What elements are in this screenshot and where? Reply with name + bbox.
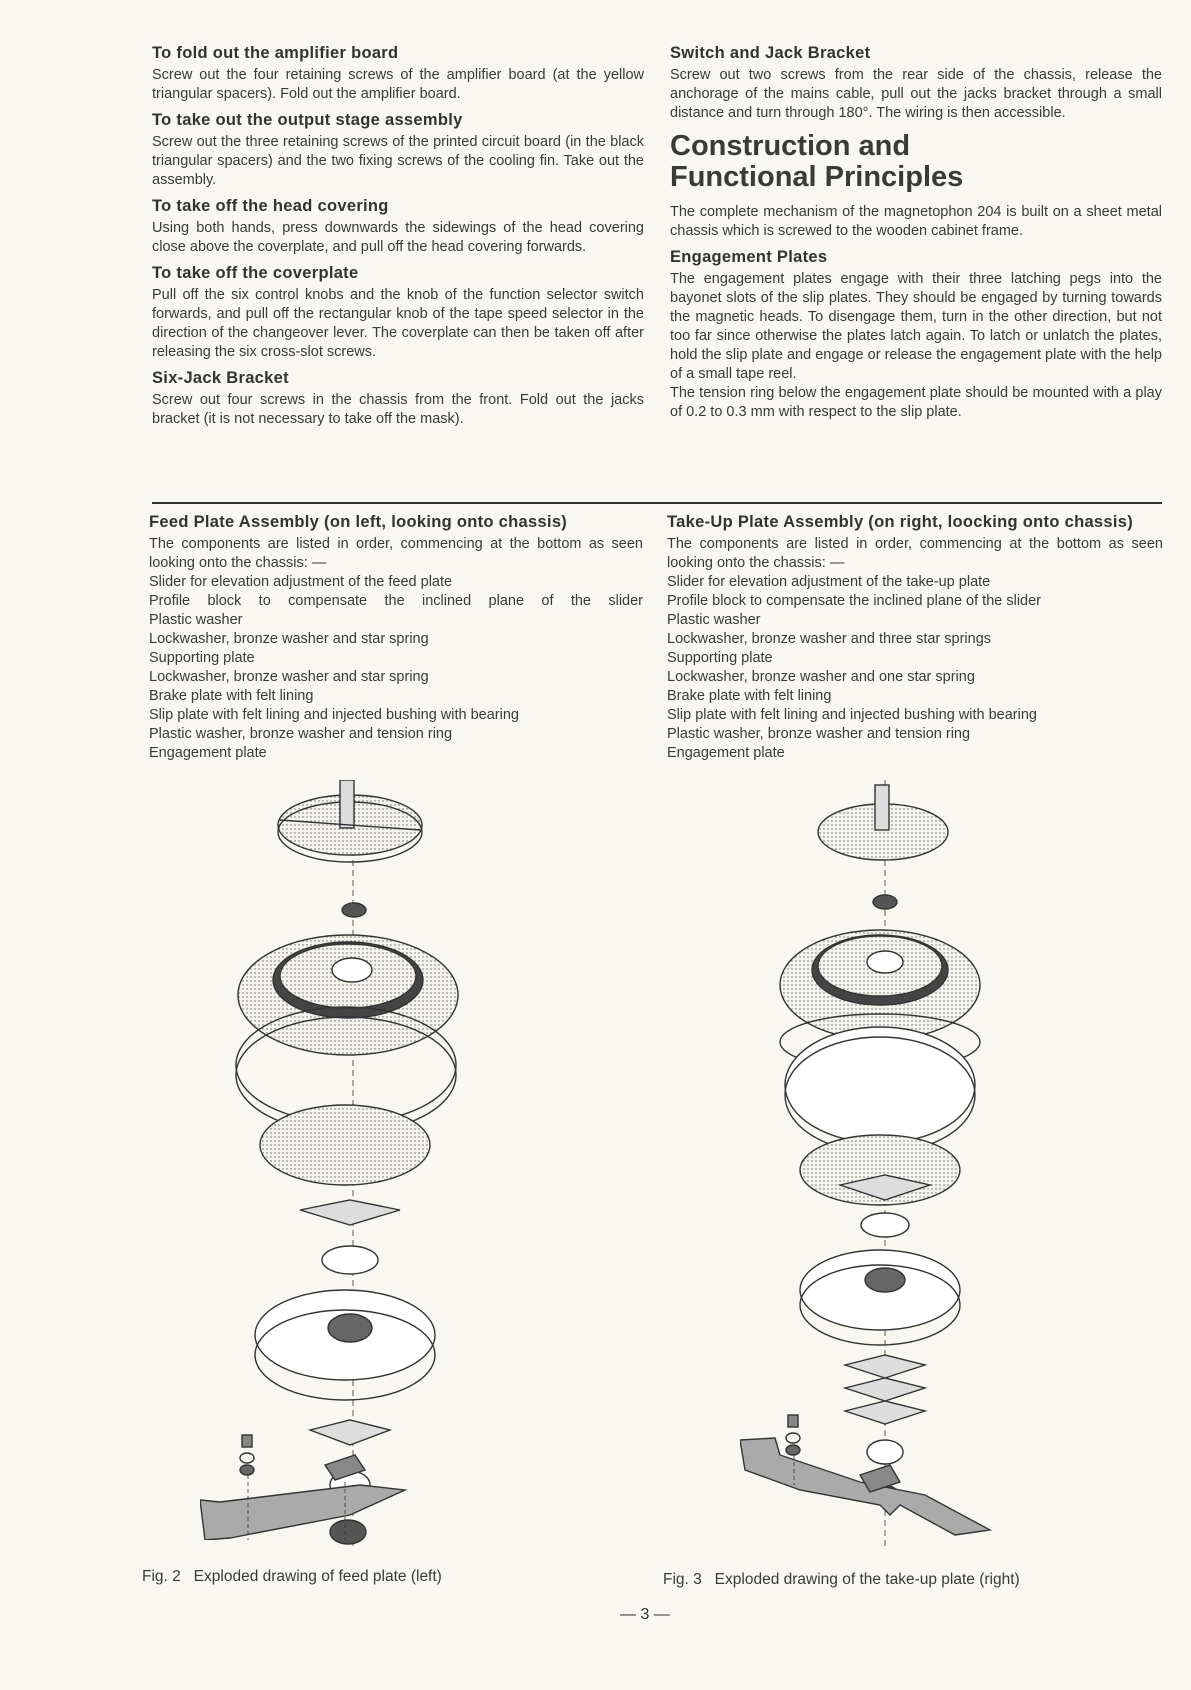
section-body-amplifier: Screw out the four retaining screws of the amplifier board (at the yellow triangular spacers). Fold out the amplifier board. xyxy=(152,67,644,102)
page-title-line2: Functional Principles xyxy=(670,161,964,193)
takeup-plate-section xyxy=(667,513,1163,763)
list-item: Plastic washer, bronze washer and tension ring xyxy=(667,726,971,742)
list-item: Lockwasher, bronze washer and star spring xyxy=(149,631,429,647)
page-number: — 3 — xyxy=(620,1606,670,1623)
list-item: Supporting plate xyxy=(149,650,255,666)
section-body-tension: The tension ring below the engagement plate should be mounted with a play of 0.2 to 0.3 mm with respect to the slip plate. xyxy=(670,385,1162,420)
section-body-head-covering: Using both hands, press downwards the sidewings of the head covering close above the coverplate, and pull off the head covering forwards. xyxy=(152,220,644,255)
list-item: Lockwasher, bronze washer and one star spring xyxy=(667,669,975,685)
list-item: Plastic washer, bronze washer and tension ring xyxy=(149,726,453,742)
section-body-engagement: The engagement plates engage with their three latching pegs into the bayonet slots of the slip plates. They should be engaged by turning towards the magnetic heads. To disengage them, turn in the other direction, but not too far since otherwise the plates latch again. To latch or unlatch the plates, hold the slip plate and engage or release the engagement plate with the help of a small tape reel. xyxy=(670,271,1162,382)
list-item: Slip plate with felt lining and injected bushing with bearing xyxy=(149,707,519,723)
section-heading-engagement: Engagement Plates xyxy=(670,248,828,266)
feed-plate-section xyxy=(149,513,643,763)
page-title xyxy=(670,131,1162,193)
list-item: Lockwasher, bronze washer and star spring xyxy=(149,669,429,685)
figure-caption-takeup: Fig. 3 Exploded drawing of the take-up plate (right) xyxy=(663,1571,1020,1588)
takeup-slider-drawing xyxy=(740,1410,1000,1545)
section-body-switch-jack: Screw out two screws from the rear side of the chassis, release the anchorage of the mains cable, pull out the jacks bracket through a small distance and turn through 180°. The wiring is then accessible. xyxy=(670,67,1162,121)
list-item: Lockwasher, bronze washer and three star springs xyxy=(667,631,992,647)
section-divider xyxy=(152,502,1162,504)
list-item: Brake plate with felt lining xyxy=(149,688,314,704)
takeup-plate-intro: The components are listed in order, commencing at the bottom as seen looking onto the chassis: — xyxy=(667,536,1163,571)
list-item: Slider for elevation adjustment of the feed plate xyxy=(149,574,453,590)
section-heading-coverplate: To take off the coverplate xyxy=(152,264,359,282)
feed-slider-drawing xyxy=(200,1430,420,1540)
section-heading-head-covering: To take off the head covering xyxy=(152,197,389,215)
figure-caption-feed: Fig. 2 Exploded drawing of feed plate (left) xyxy=(142,1568,442,1585)
section-body-coverplate: Pull off the six control knobs and the knob of the function selector switch forwards, and pull off the rectangular knob of the tape speed selector in the direction of the changeover lever. The coverplate can then be taken off after releasing the six cross-slot screws. xyxy=(152,287,644,360)
section-body-output-stage: Screw out the three retaining screws of the printed circuit board (in the black triangular spacers) and the two fixing screws of the cooling fin. Take out the assembly. xyxy=(152,134,644,188)
list-item: Engagement plate xyxy=(149,745,267,761)
section-heading-switch-jack: Switch and Jack Bracket xyxy=(670,44,871,62)
list-item: Profile block to compensate the inclined plane of the slider xyxy=(149,593,643,609)
page-title-line1: Construction and xyxy=(670,130,911,162)
section-body-six-jack: Screw out four screws in the chassis from the front. Fold out the jacks bracket (it is not necessary to take off the mask). xyxy=(152,392,644,427)
list-item: Plastic washer xyxy=(667,612,761,628)
left-top-column xyxy=(152,44,644,436)
list-item: Slip plate with felt lining and injected bushing with bearing xyxy=(667,707,1037,723)
right-top-column xyxy=(670,44,1162,429)
list-item: Engagement plate xyxy=(667,745,785,761)
section-heading-six-jack: Six-Jack Bracket xyxy=(152,369,289,387)
list-item: Brake plate with felt lining xyxy=(667,688,832,704)
takeup-plate-heading: Take-Up Plate Assembly (on right, loocking onto chassis) xyxy=(667,513,1134,531)
section-heading-output-stage: To take out the output stage assembly xyxy=(152,111,463,129)
list-item: Supporting plate xyxy=(667,650,773,666)
construction-intro: The complete mechanism of the magnetophon 204 is built on a sheet metal chassis which is screwed to the wooden cabinet frame. xyxy=(670,204,1162,239)
list-item: Profile block to compensate the inclined plane of the slider xyxy=(667,593,1041,609)
feed-plate-heading: Feed Plate Assembly (on left, looking onto chassis) xyxy=(149,513,568,531)
list-item: Slider for elevation adjustment of the take-up plate xyxy=(667,574,991,590)
list-item: Plastic washer xyxy=(149,612,243,628)
feed-plate-intro: The components are listed in order, commencing at the bottom as seen looking onto the chassis: — xyxy=(149,536,643,571)
section-heading-amplifier: To fold out the amplifier board xyxy=(152,44,399,62)
